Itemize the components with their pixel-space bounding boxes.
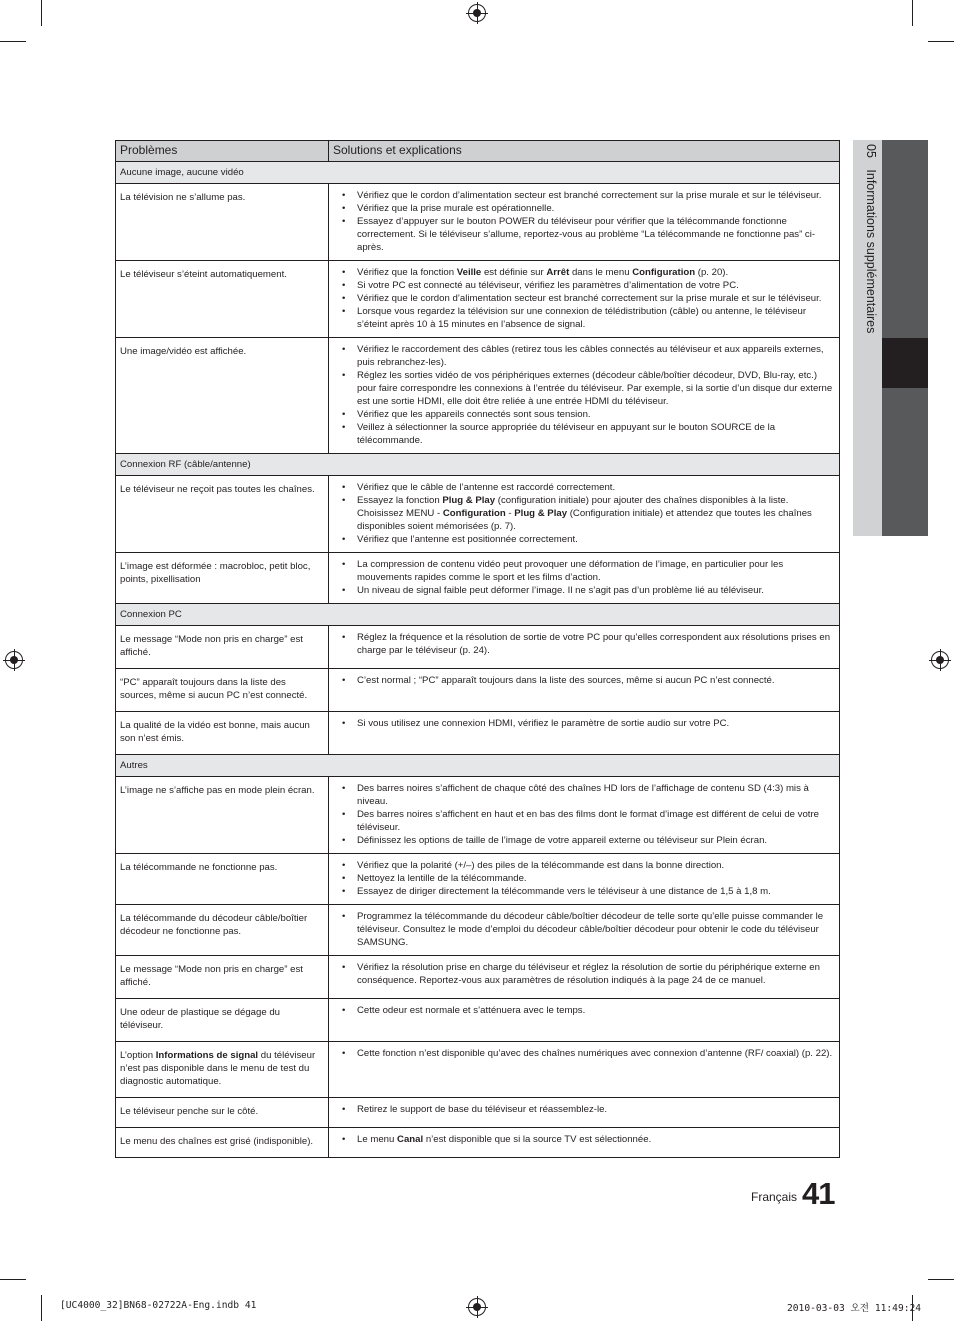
solution-cell	[329, 626, 840, 669]
problem-cell: Une odeur de plastique se dégage du téléviseur.	[116, 999, 329, 1042]
solution-item: • C’est normal ; “PC” apparaît toujours dans la liste des sources, même si aucun PC n’est connecté.	[333, 674, 835, 687]
registration-mark-icon	[931, 651, 949, 669]
section-title: Connexion PC	[116, 604, 840, 626]
solution-list	[333, 189, 835, 254]
header-solutions: Solutions et explications	[329, 141, 840, 162]
solution-cell	[329, 338, 840, 454]
chapter-tab-label	[860, 144, 878, 444]
problem-cell: “PC” apparaît toujours dans la liste des sources, même si aucun PC n’est connecté.	[116, 669, 329, 712]
chapter-tab-marker	[882, 338, 928, 388]
table-row	[116, 184, 840, 261]
table-row	[116, 956, 840, 999]
table-row	[116, 1042, 840, 1098]
solution-item: • Programmez la télécommande du décodeur câble/boîtier décodeur de telle sorte qu’elle puisse commander le téléviseur. Consultez le mode d’emploi du décodeur câble/boîtier décodeur pour obtenir le code du téléviseur SAMSUNG.	[333, 910, 835, 949]
chapter-number: 05	[864, 144, 878, 158]
section-title: Autres	[116, 755, 840, 777]
solution-list	[333, 1004, 835, 1017]
solution-item: • Veillez à sélectionner la source appropriée du téléviseur en appuyant sur le bouton SOURCE de la télécommande.	[333, 421, 835, 447]
registration-mark-icon	[468, 1298, 486, 1316]
solution-cell	[329, 712, 840, 755]
problem-cell: L’image ne s’affiche pas en mode plein écran.	[116, 777, 329, 854]
section-row	[116, 454, 840, 476]
solution-item: • Vérifiez que les appareils connectés sont sous tension.	[333, 408, 835, 421]
table-header-row	[116, 141, 840, 162]
header-problems: Problèmes	[116, 141, 329, 162]
table-body	[116, 162, 840, 1158]
solution-cell	[329, 854, 840, 905]
solution-cell	[329, 553, 840, 604]
solution-list	[333, 558, 835, 597]
table-row	[116, 476, 840, 553]
solution-list	[333, 1133, 835, 1146]
registration-mark-icon	[5, 651, 23, 669]
solution-list	[333, 1103, 835, 1116]
problem-cell: Le téléviseur s’éteint automatiquement.	[116, 261, 329, 338]
solution-item: • Vérifiez que le cordon d’alimentation secteur est branché correctement sur la prise murale et sur le téléviseur.	[333, 292, 835, 305]
solution-item: • Essayez la fonction Plug & Play (configuration initiale) pour ajouter des chaînes disponibles à la liste. Choisissez MENU - Configuration - Plug & Play (Configuration initiale) et attendez que toutes les chaînes disponibles soient mémorisées (p. 7).	[333, 494, 835, 533]
section-row	[116, 755, 840, 777]
solution-item: • Si vous utilisez une connexion HDMI, vérifiez le paramètre de sortie audio sur votre PC.	[333, 717, 835, 730]
solution-item: • Vérifiez que l’antenne est positionnée correctement.	[333, 533, 835, 546]
solution-cell	[329, 905, 840, 956]
solution-item: • Des barres noires s’affichent de chaque côté des chaînes HD lors de l’affichage de contenu SD (4:3) mis à niveau.	[333, 782, 835, 808]
solution-item: • Des barres noires s’affichent en haut et en bas des films dont le format d’image est différent de celui de votre téléviseur.	[333, 808, 835, 834]
crop-mark	[928, 41, 954, 42]
problem-cell: La qualité de la vidéo est bonne, mais aucun son n’est émis.	[116, 712, 329, 755]
crop-mark	[0, 41, 26, 42]
table-row	[116, 905, 840, 956]
problem-cell: Le message “Mode non pris en charge” est affiché.	[116, 626, 329, 669]
troubleshooting-table	[115, 140, 840, 1158]
section-title: Connexion RF (câble/antenne)	[116, 454, 840, 476]
crop-mark	[928, 1279, 954, 1280]
solution-list	[333, 961, 835, 987]
solution-item: • Essayez de diriger directement la télécommande vers le téléviseur à une distance de 1,5 à 1,8 m.	[333, 885, 835, 898]
emphasis-term: Arrêt	[546, 267, 570, 278]
solution-list	[333, 481, 835, 546]
solution-item: • Un niveau de signal faible peut déformer l’image. Il ne s’agit pas d’un problème lié au téléviseur.	[333, 584, 835, 597]
problem-cell: Le message “Mode non pris en charge” est affiché.	[116, 956, 329, 999]
crop-mark	[41, 0, 42, 26]
section-row	[116, 162, 840, 184]
crop-mark	[0, 1279, 26, 1280]
solution-item: • Vérifiez que le câble de l’antenne est raccordé correctement.	[333, 481, 835, 494]
table-row	[116, 338, 840, 454]
problem-cell: Le menu des chaînes est grisé (indisponible).	[116, 1128, 329, 1158]
print-slug-file: [UC4000_32]BN68-02722A-Eng.indb 41	[60, 1300, 257, 1311]
solution-cell	[329, 1098, 840, 1128]
solution-cell	[329, 261, 840, 338]
solution-item: • Retirez le support de base du téléviseur et réassemblez-le.	[333, 1103, 835, 1116]
solution-cell	[329, 669, 840, 712]
solution-item: • Vérifiez que le cordon d’alimentation secteur est branché correctement sur la prise murale et sur le téléviseur.	[333, 189, 835, 202]
footer-language: Français	[751, 1190, 798, 1204]
solution-list	[333, 266, 835, 331]
solution-cell	[329, 184, 840, 261]
solution-item: • Lorsque vous regardez la télévision sur une connexion de télédistribution (câble) ou antenne, le téléviseur s’éteint après 10 à 15 minutes en l’absence de signal.	[333, 305, 835, 331]
solution-cell	[329, 777, 840, 854]
table-row	[116, 261, 840, 338]
emphasis-term: Canal	[397, 1134, 424, 1145]
solution-item: • Le menu Canal n’est disponible que si la source TV est sélectionnée.	[333, 1133, 835, 1146]
solution-item: • Nettoyez la lentille de la télécommande.	[333, 872, 835, 885]
table-row	[116, 999, 840, 1042]
table-row	[116, 712, 840, 755]
problem-cell: Une image/vidéo est affichée.	[116, 338, 329, 454]
solution-cell	[329, 999, 840, 1042]
crop-mark	[41, 1295, 42, 1321]
solution-item: • Vérifiez que la fonction Veille est définie sur Arrêt dans le menu Configuration (p. 20).	[333, 266, 835, 279]
solution-item: • Essayez d’appuyer sur le bouton POWER du téléviseur pour vérifier que la télécommande fonctionne correctement. Si le téléviseur s’allume, reportez-vous au problème “La télécommande ne fonctionne pas” ci-après.	[333, 215, 835, 254]
solution-list	[333, 674, 835, 687]
solution-list	[333, 631, 835, 657]
table-row	[116, 553, 840, 604]
chapter-title: Informations supplémentaires	[864, 169, 878, 334]
solution-list	[333, 782, 835, 847]
problem-cell: La télécommande du décodeur câble/boîtier décodeur ne fonctionne pas.	[116, 905, 329, 956]
problem-cell: L’image est déformée : macrobloc, petit bloc, points, pixellisation	[116, 553, 329, 604]
solution-item: • Si votre PC est connecté au téléviseur, vérifiez les paramètres d’alimentation de votre PC.	[333, 279, 835, 292]
table-row	[116, 626, 840, 669]
solution-item: • Cette fonction n’est disponible qu’avec des chaînes numériques avec connexion d’antenne (RF/ coaxial) (p. 22).	[333, 1047, 835, 1060]
table-row	[116, 1098, 840, 1128]
solution-item: • Réglez la fréquence et la résolution de sortie de votre PC pour qu’elles correspondent aux résolutions prises en charge par le téléviseur (p. 24).	[333, 631, 835, 657]
solution-item: • Vérifiez que la prise murale est opérationnelle.	[333, 202, 835, 215]
table-row	[116, 669, 840, 712]
problem-cell: La télécommande ne fonctionne pas.	[116, 854, 329, 905]
solution-list	[333, 910, 835, 949]
solution-list	[333, 343, 835, 447]
solution-item: • La compression de contenu vidéo peut provoquer une déformation de l’image, en particulier pour les mouvements rapides comme le sport et les films d’action.	[333, 558, 835, 584]
table-row	[116, 1128, 840, 1158]
page-number: 41	[802, 1176, 835, 1211]
problem-cell: Le téléviseur ne reçoit pas toutes les chaînes.	[116, 476, 329, 553]
problem-cell: L’option Informations de signal du téléviseur n’est pas disponible dans le menu de test du diagnostic automatique.	[116, 1042, 329, 1098]
solution-list	[333, 859, 835, 898]
solution-item: • Vérifiez que la polarité (+/–) des piles de la télécommande est dans la bonne direction.	[333, 859, 835, 872]
solution-list	[333, 717, 835, 730]
solution-item: • Cette odeur est normale et s’atténuera avec le temps.	[333, 1004, 835, 1017]
problem-cell: Le téléviseur penche sur le côté.	[116, 1098, 329, 1128]
problem-cell: La télévision ne s’allume pas.	[116, 184, 329, 261]
emphasis-term: Plug & Play	[442, 495, 496, 506]
table-row	[116, 777, 840, 854]
crop-mark	[912, 0, 913, 26]
solution-cell	[329, 1042, 840, 1098]
section-title: Aucune image, aucune vidéo	[116, 162, 840, 184]
registration-mark-icon	[468, 4, 486, 22]
emphasis-term: Configuration	[442, 508, 506, 519]
solution-item: • Réglez les sorties vidéo de vos périphériques externes (décodeur câble/boîtier décodeur, DVD, Blu-ray, etc.) pour faire correspondre les connexions à l’entrée du téléviseur. Par exemple, si la sortie d’un disque dur externe est une sortie HDMI, elle doit être reliée à une entrée HDMI du téléviseur.	[333, 369, 835, 408]
solution-cell	[329, 1128, 840, 1158]
solution-list	[333, 1047, 835, 1060]
emphasis-term: Plug & Play	[514, 508, 568, 519]
section-row	[116, 604, 840, 626]
emphasis-term: Veille	[456, 267, 482, 278]
emphasis-term: Informations de signal	[155, 1050, 259, 1061]
emphasis-term: Configuration	[632, 267, 696, 278]
solution-item: • Vérifiez le raccordement des câbles (retirez tous les câbles connectés au téléviseur et aux appareils externes, puis rebranchez-les).	[333, 343, 835, 369]
solution-cell	[329, 476, 840, 553]
solution-cell	[329, 956, 840, 999]
solution-item: • Vérifiez la résolution prise en charge du téléviseur et réglez la résolution de sortie du périphérique externe en conséquence. Reportez-vous aux paramètres de résolution indiqués à la page 24 de ce manuel.	[333, 961, 835, 987]
print-slug-datetime: 2010-03-03 오전 11:49:24	[787, 1303, 922, 1314]
table-row	[116, 854, 840, 905]
solution-item: • Définissez les options de taille de l’image de votre appareil externe ou téléviseur sur Plein écran.	[333, 834, 835, 847]
